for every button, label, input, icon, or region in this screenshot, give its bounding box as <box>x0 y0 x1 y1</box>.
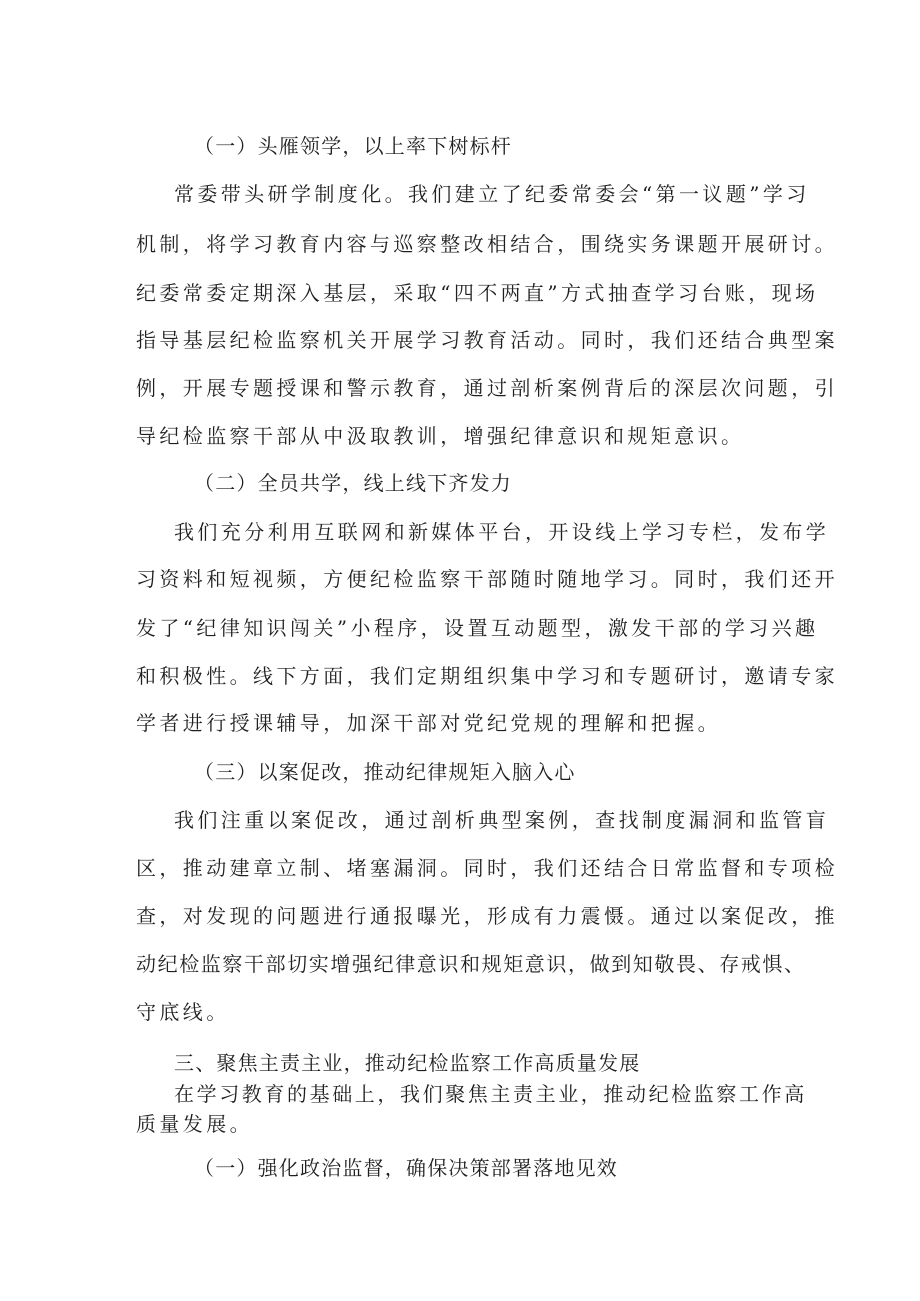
subheading-3: （三）以案促改，推动纪律规矩入脑入心 <box>194 760 576 784</box>
paragraph-3-line-4: 动纪检监察干部切实增强纪律意识和规矩意识，做到知敬畏、存戒惧、 <box>136 952 806 976</box>
paragraph-1-line-5: 例，开展专题授课和警示教育，通过剖析案例背后的深层次问题，引 <box>136 376 838 400</box>
paragraph-4-line-2: 质量发展。 <box>136 1112 253 1136</box>
paragraph-1-line-3: 纪委常委定期深入基层，采取“四不两直”方式抽查学习台账，现场 <box>136 281 819 305</box>
paragraph-2-line-4: 和积极性。线下方面，我们定期组织集中学习和专题研讨，邀请专家 <box>136 664 838 688</box>
paragraph-1-line-1: 常委带头研学制度化。我们建立了纪委常委会“第一议题”学习 <box>174 182 810 206</box>
paragraph-3-line-1: 我们注重以案促改，通过剖析典型案例，查找制度漏洞和监管盲 <box>174 808 830 832</box>
subheading-2: （二）全员共学，线上线下齐发力 <box>194 471 512 495</box>
paragraph-1-line-2: 机制，将学习教育内容与巡察整改相结合，围绕实务课题开展研讨。 <box>136 232 838 256</box>
subheading-1: （一）头雁领学，以上率下树标杆 <box>194 134 512 158</box>
section-heading-3: 三、聚焦主责主业，推动纪检监察工作高质量发展 <box>174 1051 641 1075</box>
subheading-4: （一）强化政治监督，确保决策部署落地见效 <box>194 1156 618 1180</box>
paragraph-2-line-5: 学者进行授课辅导，加深干部对党纪党规的理解和把握。 <box>136 711 721 735</box>
paragraph-2-line-1: 我们充分利用互联网和新媒体平台，开设线上学习专栏，发布学 <box>174 520 830 544</box>
paragraph-3-line-5: 守底线。 <box>136 1000 230 1024</box>
paragraph-1-line-6: 导纪检监察干部从中汲取教训，增强纪律意识和规矩意识。 <box>136 424 745 448</box>
paragraph-4-line-1: 在学习教育的基础上，我们聚焦主责主业，推动纪检监察工作高 <box>174 1082 807 1106</box>
paragraph-2-line-3: 发了“纪律知识闯关”小程序，设置互动题型，激发干部的学习兴趣 <box>136 616 819 640</box>
paragraph-1-line-4: 指导基层纪检监察机关开展学习教育活动。同时，我们还结合典型案 <box>136 328 838 352</box>
paragraph-2-line-2: 习资料和短视频，方便纪检监察干部随时随地学习。同时，我们还开 <box>136 567 838 591</box>
paragraph-3-line-3: 查，对发现的问题进行通报曝光，形成有力震慑。通过以案促改，推 <box>136 904 838 928</box>
paragraph-3-line-2: 区，推动建章立制、堵塞漏洞。同时，我们还结合日常监督和专项检 <box>136 856 838 880</box>
